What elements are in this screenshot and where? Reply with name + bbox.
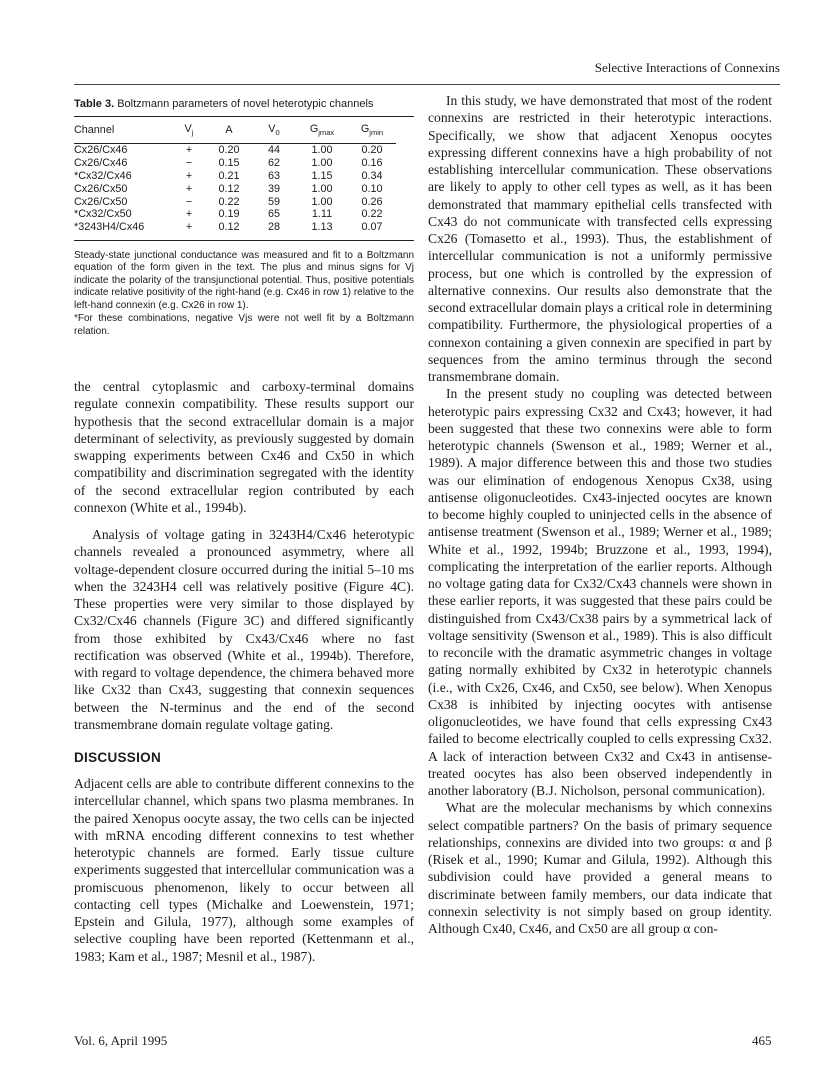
table-footnote-asterisk: *For these combinations, negative Vjs were not well fit by a Boltzmann relation. (74, 313, 414, 337)
table-cell: 1.00 (311, 144, 333, 157)
table-cell: 0.16 (361, 157, 383, 170)
section-heading-discussion: DISCUSSION (74, 750, 162, 766)
col-v0: $V_0$ (268, 122, 280, 138)
paragraph-results-2: Analysis of voltage gating in 3243H4/Cx46 heterotypic channels revealed a pronounced asymmetry, where all voltage-dependent closure occurred during the initial 5–10 ms when the 3243H4 cell was relatively positive (Figure 4C). These properties were very similar to those displayed by Cx32/Cx46 channels (Figure 3C) and differed significantly from those exhibited by Cx43/Cx46 where no fast rectification was observed (White et al., 1994b). Therefore, with regard to voltage dependence, the chimera behaved more like Cx32 than Cx43, suggesting that connexin sequences between the N-terminus and the end of the second transmembrane domain regulate voltage gating. (74, 527, 414, 732)
table-cell: 0.07 (361, 221, 383, 234)
table-cell: + (185, 144, 193, 157)
table-bottom-rule (74, 240, 414, 241)
table-cell: + (185, 169, 193, 182)
table-title (74, 98, 414, 110)
table-cell: 0.26 (361, 195, 383, 208)
table-cell: 1.00 (311, 195, 333, 208)
spacer (74, 338, 414, 378)
table-cell: 62 (267, 157, 280, 170)
col-channel: Channel (74, 124, 115, 136)
col-a: A (225, 124, 233, 136)
col-gjmax: $G_{jmax}$ (309, 122, 335, 138)
table-cell: − (185, 157, 193, 170)
header-rule (74, 84, 780, 85)
paragraph-discussion-2: In this study, we have demonstrated that most of the rodent connexins are restricted in their heterotypic interactions. Specifically, we show that adjacent Xenopus oocytes expressing different connexins have a high probability of not establishing intercellular communication. These observations are likely to apply to other cell types as well, as it has been demonstrated that mammary epithelial cells transfected with Cx43 do not communicate with transfected cells expressing Cx26 (Tomasetto et al., 1993). Thus, the establishment of intercellular communication is not a uniformly permissive process, but one which is controlled by the expression of alternative connexins. Our results also demonstrate that the second extracellular domain plays a critical role in determining compatibility. Furthermore, the physiological properties of a connexon containing a given connexin are specified in part by sequences from the amino terminus through the second transmembrane domain. (428, 93, 772, 384)
table-cell: Cx26/Cx46 (74, 157, 128, 170)
table-cell: − (185, 195, 193, 208)
table-cell: 1.00 (311, 182, 333, 195)
paragraph-discussion-3: In the present study no coupling was detected between heterotypic pairs expressing Cx32 and Cx43; however, it had been suggested that these two connexins were able to form heterotypic channels (Swenson et al., 1989; Werner et al., 1989). A major difference between this and those two studies was our elimination of endogenous Xenopus Cx38, using antisense oligonucleotides. Cx43-injected oocytes are known to become highly coupled to uninjected cells in the absence of antisense treatment (Swenson et al., 1989; Werner et al., 1989; White et al., 1992, 1994b; Bruzzone et al., 1993, 1994), complicating the interpretation of the earlier reports. Although no voltage gating data for Cx32/Cx43 channels were shown in these earlier reports, it was suggested that these pairs could be distinguished from Cx43/Cx38 pairs by a symmetrical lack of voltage sensitivity (Swenson et al., 1989). This is also difficult to reconcile with the dramatic asymmetric changes in voltage gating normally exhibited by Cx32 in heterotypic channels (i.e., with Cx26, Cx46, and Cx50, see below). When Xenopus Cx38 is inhibited by injecting oocytes with antisense oligonucleotides, we have found that cells expressing Cx43 failed to become electrically coupled to cells expressing Cx32. A lack of interaction between Cx32 and Cx43 in antisense-treated oocytes has also been observed independently in another laboratory (B.J. Nicholson, personal communication). (428, 386, 772, 798)
table-cell: 1.15 (311, 169, 333, 182)
table-cell: 0.20 (218, 144, 240, 157)
table-cell: 0.12 (218, 221, 240, 234)
col-vj: $V_j$ (184, 122, 194, 138)
left-column (74, 98, 414, 965)
table-body (74, 144, 396, 236)
table-note: Steady-state junctional conductance was measured and fit to a Boltzmann equation of the form given in the text. The plus and minus signs for Vj indicate the polarity of the transjunctional potential. Thus, positive potentials indicate relative positivity of the right-hand (e.g. Cx46 in row 1) relative to the left-hand connexin (e.g. Cx26 in row 1). (74, 249, 414, 311)
page-number: 465 (752, 1033, 772, 1048)
paragraph-discussion-1: Adjacent cells are able to contribute different connexins to the intercellular channel, which spans two plasma membranes. In the paired Xenopus oocyte assay, the two cells can be injected with mRNA encoding different connexins to test whether heterotypic channels are formed. Early tissue culture experiments suggested that intercellular communication was a promiscuous phenomenon, likely to occur between all contacting cell types (Michalke and Loewenstein, 1971; Epstein and Gilula, 1977), although some examples of selective coupling have been reported (Kettenmann et al., 1983; Kam et al., 1987; Mesnil et al., 1987). (74, 776, 414, 964)
table-row (74, 221, 396, 236)
table-cell: 65 (267, 208, 280, 221)
table-cell: 0.21 (218, 169, 240, 182)
table-cell: 1.11 (311, 208, 333, 221)
right-column (428, 92, 772, 937)
table-cell: Cx26/Cx46 (74, 144, 128, 157)
table-cell: + (185, 182, 193, 195)
table-cell: Cx26/Cx50 (74, 182, 128, 195)
table-cell: Cx26/Cx50 (74, 195, 128, 208)
table-cell: 0.22 (218, 195, 240, 208)
paragraph-results-1: the central cytoplasmic and carboxy-terminal domains regulate connexin compatibility. These results support our hypothesis that the second extracellular domain is a major determinant of selectivity, as previously suggested by domain swapping experiments between Cx46 and Cx50 in which compatibility and discrimination segregated with the identity of the second extracellular region contributed by each connexon (White et al., 1994b). (74, 379, 414, 515)
table-cell: 59 (267, 195, 280, 208)
table-cell: 0.19 (218, 208, 240, 221)
paragraph-discussion-4: What are the molecular mechanisms by which connexins select compatible partners? On the basis of primary sequence relationships, connexins are divided into two groups: α and β (Risek et al., 1990; Kumar and Gilula, 1992). Although this subdivision could have provided a general means to discriminate between family members, our data indicate that connexin selectivity is not simply based on group identity. Although Cx40, Cx46, and Cx50 are all group α con- (428, 800, 772, 936)
table-cell: 28 (267, 221, 280, 234)
table-cell: *Cx32/Cx50 (74, 208, 132, 221)
table-cell: 0.34 (361, 169, 383, 182)
table-row (74, 170, 396, 183)
boltzmann-table (74, 117, 396, 236)
table-caption: Boltzmann parameters of novel heterotypic channels (117, 98, 374, 110)
table-cell: *Cx32/Cx46 (74, 169, 132, 182)
table-cell: 44 (267, 144, 280, 157)
table-cell: 0.15 (218, 157, 240, 170)
table-cell: 39 (267, 182, 280, 195)
footer-volume: Vol. 6, April 1995 (74, 1033, 168, 1048)
table-cell: 63 (267, 169, 280, 182)
table-cell: + (185, 208, 193, 221)
table-row (74, 144, 396, 157)
table-cell: + (185, 221, 193, 234)
table-cell: 0.10 (361, 182, 383, 195)
table-cell: 1.13 (311, 221, 333, 234)
col-gjmin: $G_{jmin}$ (360, 122, 384, 138)
table-cell: 0.12 (218, 182, 240, 195)
table-cell: *3243H4/Cx46 (74, 221, 145, 234)
table-label: Table 3. (74, 98, 115, 110)
table-cell: 0.22 (361, 208, 383, 221)
table-cell: 1.00 (311, 157, 333, 170)
table-cell: 0.20 (361, 144, 383, 157)
table-row (74, 182, 396, 195)
table-row (74, 195, 396, 208)
running-head: Selective Interactions of Connexins (594, 60, 780, 75)
table-row (74, 208, 396, 221)
table-row (74, 157, 396, 170)
